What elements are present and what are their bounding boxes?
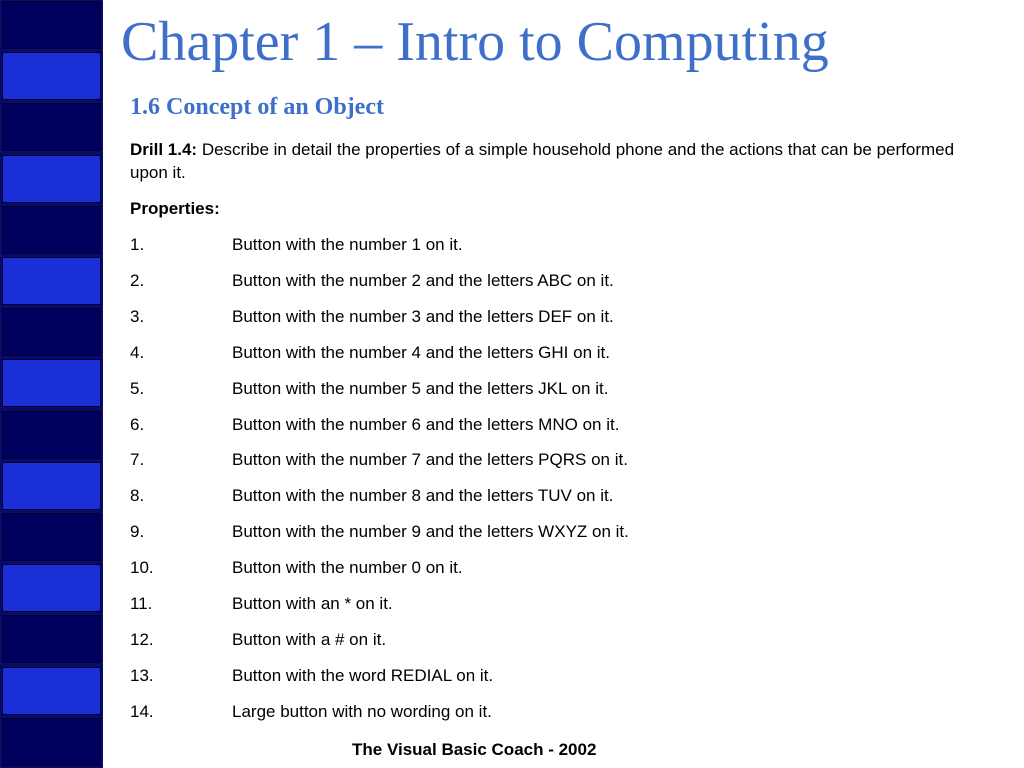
sidebar-tile bbox=[2, 615, 101, 663]
list-item-text: Button with the number 3 and the letters DEF on it. bbox=[232, 306, 614, 326]
sidebar-tile bbox=[2, 308, 101, 356]
list-item-number: 7. bbox=[130, 450, 145, 470]
decorative-sidebar bbox=[0, 0, 103, 768]
list-item-number: 9. bbox=[130, 522, 145, 542]
list-item-text: Button with the word REDIAL on it. bbox=[232, 665, 494, 685]
list-item-number: 13. bbox=[130, 665, 154, 685]
drill-text: Describe in detail the properties of a simple household phone and the actions that can be performed upon it. bbox=[130, 140, 955, 182]
list-item-number: 6. bbox=[130, 414, 145, 434]
list-item-text: Button with the number 5 and the letters JKL on it. bbox=[232, 378, 609, 398]
sidebar-tile bbox=[2, 155, 101, 203]
list-item-number: 11. bbox=[130, 594, 153, 613]
list-item-text: Button with the number 2 and the letters ABC on it. bbox=[232, 270, 614, 290]
sidebar-tile bbox=[2, 359, 101, 407]
sidebar-tile bbox=[2, 718, 101, 766]
slide-subtitle: 1.6 Concept of an Object bbox=[130, 94, 384, 120]
list-item-text: Button with the number 7 and the letters PQRS on it. bbox=[232, 450, 628, 470]
sidebar-tile bbox=[2, 564, 101, 612]
list-item-number: 2. bbox=[130, 270, 145, 290]
list-item-number: 3. bbox=[130, 306, 145, 326]
sidebar-tile bbox=[2, 462, 101, 510]
list-item-number: 10. bbox=[130, 558, 154, 578]
drill-label: Drill 1.4: bbox=[130, 140, 198, 159]
sidebar-tile bbox=[2, 411, 101, 459]
slide-footer: The Visual Basic Coach - 2002 bbox=[352, 740, 597, 759]
list-item-number: 8. bbox=[130, 486, 145, 506]
list-item-number: 1. bbox=[130, 235, 145, 254]
list-item-text: Large button with no wording on it. bbox=[232, 701, 492, 721]
sidebar-tile bbox=[2, 206, 101, 254]
list-item-text: Button with the number 4 and the letters GHI on it. bbox=[232, 342, 610, 362]
list-item-number: 12. bbox=[130, 629, 154, 649]
sidebar-tile bbox=[2, 513, 101, 561]
properties-heading: Properties: bbox=[130, 199, 220, 218]
sidebar-tile bbox=[2, 667, 101, 715]
drill-paragraph bbox=[130, 138, 990, 184]
list-item-number: 5. bbox=[130, 378, 145, 398]
list-item-text: Button with the number 1 on it. bbox=[232, 235, 463, 254]
sidebar-tile bbox=[2, 52, 101, 100]
sidebar-tile bbox=[2, 1, 101, 49]
list-item-text: Button with the number 8 and the letters TUV on it. bbox=[232, 486, 614, 506]
list-item-text: Button with the number 6 and the letters MNO on it. bbox=[232, 414, 620, 434]
list-item-text: Button with the number 0 on it. bbox=[232, 558, 463, 578]
list-item-text: Button with an * on it. bbox=[232, 594, 393, 613]
list-item-number: 14. bbox=[130, 701, 154, 721]
sidebar-tile bbox=[2, 257, 101, 305]
list-item-text: Button with a # on it. bbox=[232, 629, 387, 649]
list-item-text: Button with the number 9 and the letters WXYZ on it. bbox=[232, 522, 629, 542]
sidebar-tile bbox=[2, 103, 101, 151]
slide-title: Chapter 1 – Intro to Computing bbox=[121, 11, 829, 73]
list-item-number: 4. bbox=[130, 342, 145, 362]
